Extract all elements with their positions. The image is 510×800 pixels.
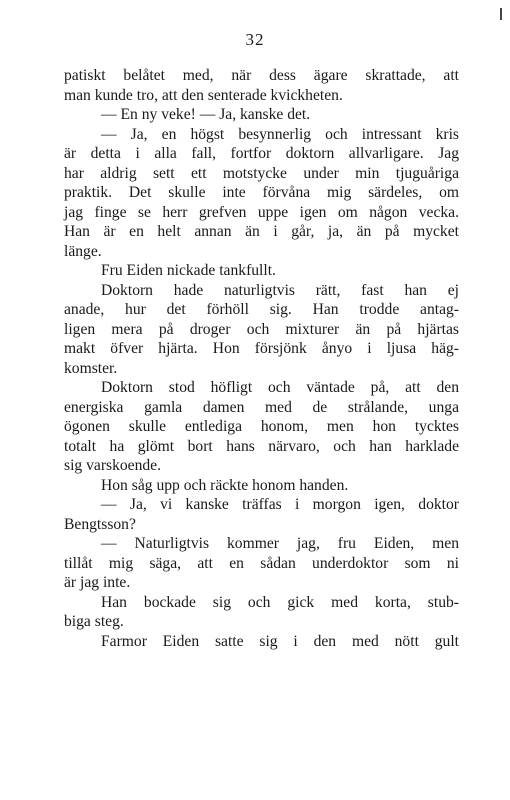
text-line: — En ny veke! — Ja, kanske det.	[101, 106, 311, 123]
text-line: har aldrig sett ett motstycke under min tjuguåriga	[64, 164, 459, 182]
text-line: Hon såg upp och räckte honom handen.	[101, 476, 349, 494]
text-line: makt öfver hjärta. Hon försjönk ånyo i ljusa häg-	[64, 340, 459, 357]
text-line: ögonen skulle entlediga honom, men hon tycktes	[64, 418, 459, 435]
text-line: länge.	[64, 242, 102, 260]
text-line: energiska gamla damen med de strålande, unga	[64, 398, 459, 416]
text-line: Farmor Eiden satte sig i den med nött gult	[101, 632, 459, 650]
text-line: anade, hur det förhöll sig. Han trodde antag-	[64, 301, 459, 318]
text-line: sig varskoende.	[64, 457, 162, 474]
body-text	[64, 66, 459, 651]
text-line: Bengtsson?	[64, 515, 136, 533]
text-line: — Ja, en högst besynnerlig och intressant kris	[101, 125, 459, 143]
text-line: Han bockade sig och gick med korta, stub-	[101, 593, 459, 611]
text-line: patiskt belåtet med, när dess ägare skrattade, att	[64, 67, 459, 84]
text-line: är jag inte.	[64, 574, 131, 591]
text-line: Doktorn stod höfligt och väntade på, att den	[101, 379, 459, 396]
scan-edge-mark	[500, 8, 502, 20]
text-line: praktik. Det skulle inte förvåna mig särdeles, om	[64, 184, 459, 201]
text-line: — Naturligtvis kommer jag, fru Eiden, men	[101, 535, 459, 552]
text-line: man kunde tro, att den senterade kvickheten.	[64, 86, 343, 104]
text-line: biga steg.	[64, 613, 124, 630]
text-line: Doktorn hade naturligtvis rätt, fast han ej	[101, 281, 459, 299]
text-line: jag finge se herr grefven uppe igen om någon vecka.	[64, 203, 459, 221]
text-line: ligen mera på droger och mixturer än på hjärtas	[64, 320, 459, 338]
text-line: är detta i alla fall, fortfor doktorn allvarligare. Jag	[64, 145, 459, 162]
text-line: totalt ha glömt bort hans närvaro, och han harklade	[64, 437, 459, 455]
text-line: Fru Eiden nickade tankfullt.	[101, 262, 276, 279]
text-line: — Ja, vi kanske träffas i morgon igen, doktor	[101, 496, 459, 513]
text-line: tillåt mig säga, att en sådan underdoktor som ni	[64, 554, 459, 572]
text-line: Han är en helt annan än i går, ja, än på mycket	[64, 223, 459, 240]
page-number: 32	[245, 30, 265, 49]
text-line: komster.	[64, 359, 118, 377]
